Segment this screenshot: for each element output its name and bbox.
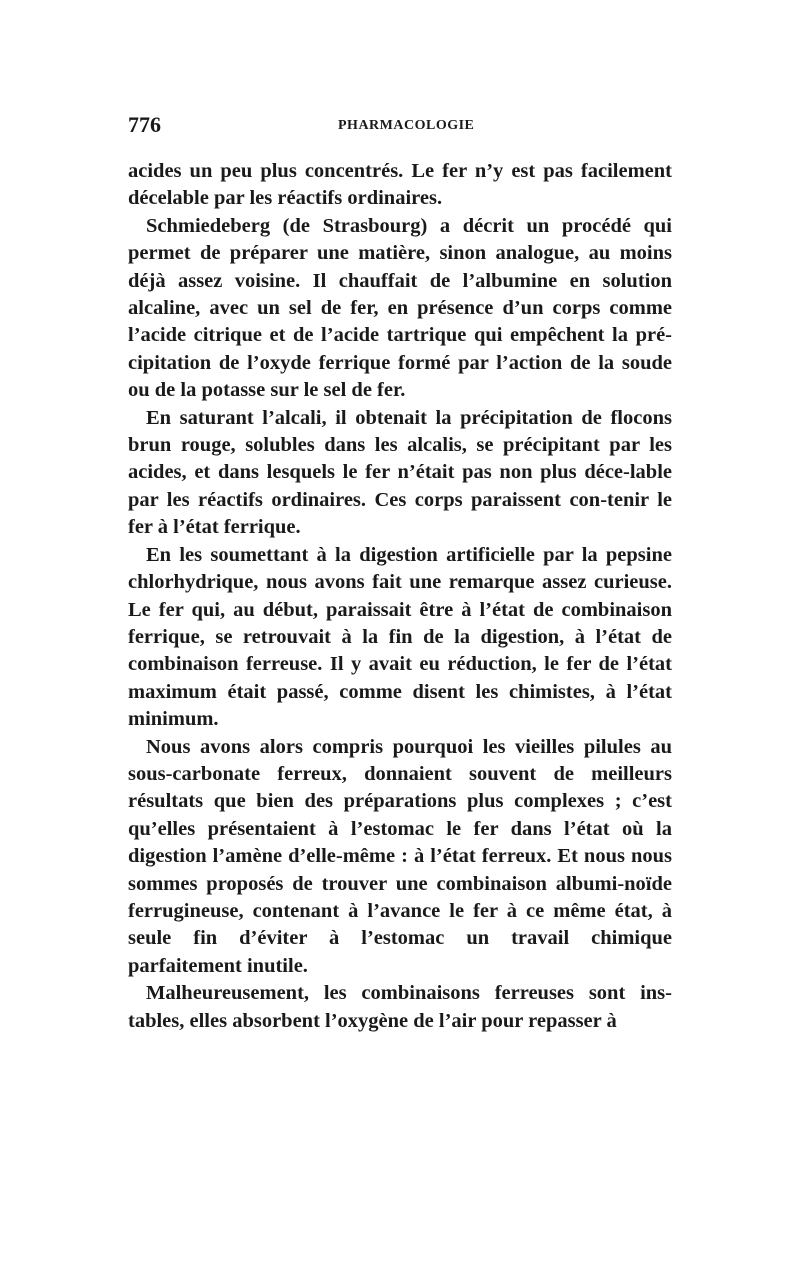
- paragraph: Malheureusement, les combinaisons ferreuses sont ins-tables, elles absorbent l’oxygène de l’air pour repasser à: [128, 982, 672, 1032]
- page-header: [128, 112, 672, 142]
- paragraph: En les soumettant à la digestion artificielle par la pepsine chlorhydrique, nous avons fait une remarque assez curieuse. Le fer qui, au début, paraissait être à l’état de combinaison ferrique, se retrouvait à la fin de la digestion, à l’état de combinaison ferreuse. Il y avait eu réduction, le fer de l’état maximum était passé, comme disent les chimistes, à l’état minimum.: [128, 543, 672, 731]
- paragraph: acides un peu plus concentrés. Le fer n’y est pas facilement décelable par les réactifs ordinaires.: [128, 160, 672, 210]
- paragraph: Nous avons alors compris pourquoi les vieilles pilules au sous-carbonate ferreux, donnaient souvent de meilleurs résultats que bien des préparations plus complexes ; c’est qu’elles présentaient à l’estomac le fer dans l’état où la digestion l’amène d’elle-même : à l’état ferreux. Et nous nous sommes proposés de trouver une combinaison albumi-noïde ferrugineuse, contenant à l’avance le fer à ce même état, à seule fin d’éviter à l’estomac un travail chimique parfaitement inutile.: [128, 735, 672, 977]
- body-text: [128, 158, 672, 1035]
- paragraph: Schmiedeberg (de Strasbourg) a décrit un procédé qui permet de préparer une matière, sinon analogue, au moins déjà assez voisine. Il chauffait de l’albumine en solution alcaline, avec un sel de fer, en présence d’un corps comme l’acide citrique et de l’acide tartrique qui empêchent la pré-cipitation de l’oxyde ferrique formé par l’action de la soude ou de la potasse sur le sel de fer.: [128, 214, 672, 402]
- paragraph: En saturant l’alcali, il obtenait la précipitation de flocons brun rouge, solubles dans les alcalis, se précipitant par les acides, et dans lesquels le fer n’était pas non plus déce-lable par les réactifs ordinaires. Ces corps paraissent con-tenir le fer à l’état ferrique.: [128, 406, 672, 539]
- page-number: 776: [128, 112, 161, 137]
- running-head: PHARMACOLOGIE: [338, 118, 475, 133]
